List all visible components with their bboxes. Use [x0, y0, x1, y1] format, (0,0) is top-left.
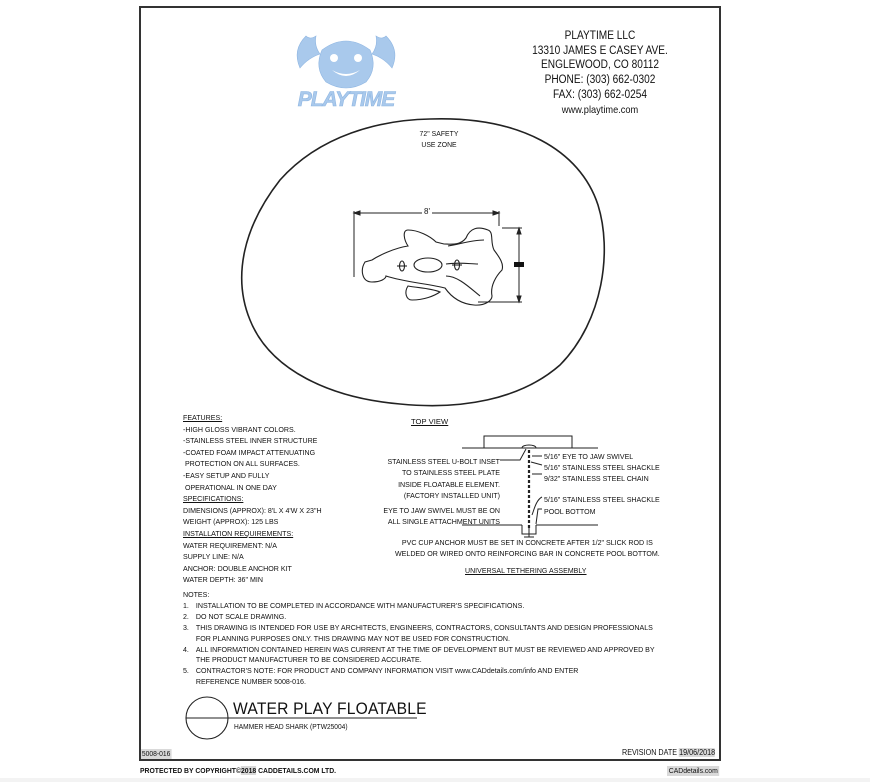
installation-item: WATER DEPTH: 36" MIN: [183, 575, 263, 585]
tether-part-label: POOL BOTTOM: [544, 507, 596, 516]
note-text: THIS DRAWING IS INTENDED FOR USE BY ARCHITECTS, ENGINEERS, CONTRACTORS, CONSULTANTS AND DESIGN PROFESSIONALS: [195, 622, 653, 632]
drawing-subtitle: HAMMER HEAD SHARK (PTW25004): [234, 722, 348, 731]
note-number: 5.: [183, 666, 189, 676]
note-item: [183, 623, 655, 634]
installation-item: SUPPLY LINE: N/A: [183, 552, 244, 562]
note-item: [183, 645, 655, 656]
spec-item: DIMENSIONS (APPROX): 8'L X 4'W X 23"H: [183, 505, 322, 515]
note-item: [183, 601, 655, 612]
note-text: ALL INFORMATION CONTAINED HEREIN WAS CURRENT AT THE TIME OF DEVELOPMENT BUT MUST BE REVIEWED AND APPROVED BY: [195, 644, 655, 654]
tether-part-label: 5/16" STAINLESS STEEL SHACKLE: [544, 495, 660, 504]
tether-label: (FACTORY INSTALLED UNIT): [403, 491, 500, 501]
installation-item: WATER REQUIREMENT: N/A: [183, 540, 277, 550]
width-dimension-label: 8': [424, 207, 430, 216]
notes-section: [183, 590, 655, 688]
note-item-cont: [183, 634, 655, 645]
notes-heading: NOTES:: [183, 590, 210, 599]
tether-label: INSIDE FLOATABLE ELEMENT.: [398, 479, 500, 489]
copyright-prefix: PROTECTED BY COPYRIGHT©: [140, 766, 241, 775]
note-number: 1.: [183, 600, 189, 610]
feature-item: OPERATIONAL IN ONE DAY: [183, 482, 277, 492]
feature-item: -EASY SETUP AND FULLY: [183, 470, 270, 480]
logo-wordmark: PLAYTIME: [297, 88, 395, 110]
company-city: ENGLEWOOD, CO 80112: [541, 59, 659, 72]
note-text: REFERENCE NUMBER 5008-016.: [195, 677, 306, 687]
installation-item: ANCHOR: DOUBLE ANCHOR KIT: [183, 563, 292, 573]
tether-note: EYE TO JAW SWIVEL MUST BE ON: [383, 505, 500, 515]
tethering-right-labels: [544, 451, 660, 484]
revision-date-value: 19/06/2018: [679, 748, 716, 757]
tether-note: ALL SINGLE ATTACHMENT UNITS: [387, 517, 500, 527]
tethering-assembly-label: UNIVERSAL TETHERING ASSEMBLY: [465, 566, 587, 575]
company-address: 13310 JAMES E CASEY AVE.: [532, 44, 668, 57]
feature-item: -HIGH GLOSS VIBRANT COLORS.: [183, 424, 296, 434]
copyright-notice: [140, 767, 336, 775]
top-view-label: TOP VIEW: [411, 417, 449, 426]
note-item-cont: [183, 655, 655, 666]
tethering-left-labels: [380, 456, 500, 527]
anchor-note-line1: PVC CUP ANCHOR MUST BE SET IN CONCRETE AFTER 1/2" SLICK ROD IS: [401, 538, 653, 547]
safety-zone-outline: [242, 119, 605, 406]
tether-part-label: 5/16" STAINLESS STEEL SHACKLE: [544, 463, 660, 472]
tether-label: TO STAINLESS STEEL PLATE: [401, 468, 500, 478]
height-dimension-marker: [514, 262, 524, 267]
note-number: 3.: [183, 622, 189, 632]
revision-label: REVISION DATE: [622, 748, 678, 757]
copyright-year: 2018: [240, 766, 257, 775]
tether-label: STAINLESS STEEL U-BOLT INSET: [387, 457, 500, 466]
installation-heading: INSTALLATION REQUIREMENTS:: [183, 528, 294, 538]
safety-zone-line1: 72" SAFETY: [419, 129, 459, 138]
note-text: CONTRACTOR'S NOTE: FOR PRODUCT AND COMPANY INFORMATION VISIT www.CADdetails.com/info AND ENTER: [195, 666, 579, 676]
drawing-title: WATER PLAY FLOATABLE: [233, 699, 427, 718]
feature-item: -STAINLESS STEEL INNER STRUCTURE: [183, 436, 318, 446]
caddetails-brand: CADdetails.com: [668, 766, 718, 775]
company-fax: FAX: (303) 662-0254: [553, 88, 647, 101]
spec-item: WEIGHT (APPROX): 125 LBS: [183, 517, 279, 527]
note-text: FOR PLANNING PURPOSES ONLY. THIS DRAWING MAY NOT BE USED FOR CONSTRUCTION.: [195, 633, 511, 643]
note-item: [183, 612, 655, 623]
tether-part-label: 5/16" EYE TO JAW SWIVEL: [544, 452, 634, 461]
tether-part-label: 9/32" STAINLESS STEEL CHAIN: [544, 474, 649, 483]
feature-item: -COATED FOAM IMPACT ATTENUATING: [183, 447, 316, 457]
product-specs: [183, 412, 322, 586]
anchor-note-line2: WELDED OR WIRED ONTO REINFORCING BAR IN CONCRETE POOL BOTTOM.: [395, 548, 660, 558]
note-text: INSTALLATION TO BE COMPLETED IN ACCORDANCE WITH MANUFACTURER'S SPECIFICATIONS.: [195, 600, 525, 610]
feature-item: PROTECTION ON ALL SURFACES.: [183, 459, 300, 469]
safety-zone-line2: USE ZONE: [421, 140, 457, 149]
revision-date: [622, 749, 715, 757]
footer-bar: [0, 778, 870, 782]
copyright-company: CADDETAILS.COM LTD.: [258, 766, 337, 775]
reference-number: 5008-016: [141, 749, 171, 758]
company-phone: PHONE: (303) 662-0302: [544, 74, 656, 87]
company-website: www.playtime.com: [561, 103, 639, 116]
company-name: PLAYTIME LLC: [564, 30, 636, 42]
features-heading: FEATURES:: [183, 413, 223, 422]
note-item: [183, 666, 655, 677]
note-text: DO NOT SCALE DRAWING.: [195, 611, 287, 621]
note-number: 4.: [183, 644, 189, 654]
note-item-cont: [183, 677, 655, 688]
tethering-right-lower-labels: [544, 494, 660, 518]
width-dimension-line: [354, 211, 499, 277]
specifications-heading: SPECIFICATIONS:: [183, 494, 244, 504]
shark-outline: [362, 228, 502, 305]
safety-zone-label: [417, 128, 462, 150]
note-number: 2.: [183, 611, 189, 621]
note-text: THE PRODUCT MANUFACTURER TO BE CONSIDERED ACCURATE.: [195, 655, 422, 665]
anchor-note: [395, 538, 660, 559]
